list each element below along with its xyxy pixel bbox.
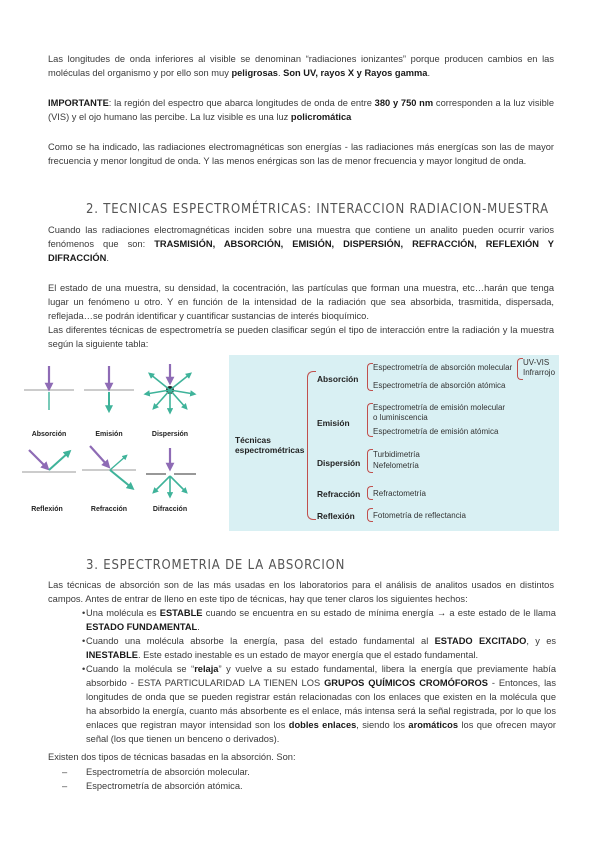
diagram-dispersion: Dispersión — [317, 458, 361, 468]
text-bold: policromática — [290, 112, 352, 122]
text: - Entonces, las longitudes de onda que se pueden registrar están relacionadas con los enlaces que existen en la molécula que ha absorbido la energía, cuanto más absorbente es el enlace, más intensa será la señal registrada, por lo que los enlaces que registran mayor intensidad son los — [86, 678, 556, 730]
paragraph-sample-state: El estado de una muestra, su densidad, la cocentración, las partículas que forman una muestra, etc…harán que tenga lugar un fenómeno u otro. Y en función de la intensidad de la radiación que sea absorbida, trasmitida, dispersada, reflejada…se podrán identificar y cuantificar sustancias de interés bioquímico. — [48, 283, 554, 321]
phenomena-icons — [14, 362, 214, 522]
list-item — [48, 606, 556, 634]
text: corresponden a la luz visible (VIS) y el ojo humano las percibe. La luz visible es una luz — [48, 98, 554, 122]
text: . — [197, 622, 200, 632]
diagram-abs2: Espectrometría de absorción atómica — [373, 381, 506, 390]
section-heading-2: 2. TECNICAS ESPECTROMÉTRICAS: INTERACCION RADIACION-MUESTRA — [86, 202, 549, 217]
text: , y es — [526, 636, 557, 646]
type-item-molecular: Espectrometría de absorción molecular. — [86, 767, 250, 777]
paragraph-absorption-intro: Las técnicas de absorción son de las más usadas en los laboratorios para el análisis de analitos usados en distintos campos. Antes de entrar de lleno en este tipo de técnicas, hay que tener claros los siguientes hechos: — [48, 580, 554, 604]
bullet-icon: • — [82, 608, 86, 618]
paragraph-phenomena — [48, 223, 554, 265]
difraccion-icon — [146, 448, 196, 496]
diagram-uvvis: UV-VIS — [523, 358, 550, 367]
text-bold: ESTADO FUNDAMENTAL — [86, 622, 198, 632]
diagram-dis1: Turbidimetría — [373, 450, 420, 459]
text-bold: ESTADO EXCITADO — [434, 636, 527, 646]
dash-icon: – — [62, 767, 68, 777]
label-dispersion: Dispersión — [151, 431, 189, 438]
refraccion-icon — [82, 446, 136, 488]
emision-icon — [84, 366, 134, 410]
absorcion-icon — [24, 366, 74, 410]
diagram-dis2: Nefelometría — [373, 461, 419, 470]
text: , siendo los — [356, 720, 409, 730]
reflexion-icon — [22, 450, 76, 472]
text: cuando se encuentra en su estado de mínima energía — [202, 608, 437, 618]
text-bold: Son UV, rayos X y Rayos gamma — [283, 68, 428, 78]
paragraph-important — [48, 96, 554, 124]
text: . Este estado inestable es un estado de mayor energía que el estado fundamental. — [138, 650, 479, 660]
list-item — [48, 634, 556, 662]
label-difraccion: Difracción — [152, 506, 188, 513]
text: Las longitudes de onda inferiores al visible se denominan “radiaciones ionizantes” porque producen cambios en las moléculas del organismo y por ello son muy — [48, 54, 554, 78]
text-bold: IMPORTANTE — [48, 98, 109, 108]
main-brace — [307, 371, 316, 520]
diagram-infrarrojo: Infrarrojo — [523, 368, 556, 377]
section-heading-3: 3. ESPECTROMETRIA DE LA ABSORCION — [86, 558, 346, 573]
text: . — [427, 68, 431, 78]
diagram-em2: Espectrometría de emisión atómica — [373, 427, 499, 436]
text-bold: 380 y 750 nm — [374, 98, 434, 108]
diagram-refraccion: Refracción — [317, 489, 361, 499]
text: Cuando las radiaciones electromagnéticas inciden sobre una muestra que contiene un analito pueden ocurrir varios fenómenos que son: — [48, 225, 554, 249]
text-bold: dobles enlaces — [288, 720, 357, 730]
paragraph-classification: Las diferentes técnicas de espectrometría se pueden clasificar según el tipo de interacción entre la radiación y la muestra según la siguiente tabla: — [48, 325, 554, 349]
text-bold: ESTABLE — [159, 608, 203, 618]
label-refraccion: Refracción — [90, 506, 128, 513]
text: . — [106, 253, 109, 263]
dash-icon: – — [62, 781, 68, 791]
text: ” y vuelve a su estado fundamental, libera la energía que previamente había absorbido - ESTA PARTICULARIDAD LA TIENEN LOS — [86, 664, 556, 688]
text: Una molécula es — [86, 608, 160, 618]
diagram-absorcion: Absorción — [317, 374, 359, 384]
classification-diagram — [229, 355, 559, 531]
text-bold: peligrosas — [231, 68, 278, 78]
text: Cuando la molécula se “ — [86, 664, 195, 674]
bullet-icon: • — [82, 636, 86, 646]
diagram-em1: Espectrometría de emisión molecular o luminiscencia — [373, 403, 506, 422]
dispersion-icon — [146, 364, 194, 412]
diagram-refl1: Fotometría de reflectancia — [373, 511, 466, 520]
diagram-reflexion: Reflexión — [317, 511, 355, 521]
label-absorcion: Absorción — [31, 431, 67, 438]
text-bold: GRUPOS QUÍMICOS CROMÓFOROS — [324, 678, 488, 688]
diagram-abs1: Espectrometría de absorción molecular — [373, 363, 513, 372]
text: Cuando una molécula absorbe la energía, pasa del estado fundamental al — [86, 636, 435, 646]
text: : la región del espectro que abarca longitudes de onda de entre — [108, 98, 375, 108]
text-bold: aromáticos — [408, 720, 459, 730]
bullet-icon: • — [82, 664, 86, 674]
text-bold: INESTABLE — [86, 650, 138, 660]
diagram-ref1: Refractometría — [373, 489, 426, 498]
diagram-root: Técnicas espectrométricas — [235, 435, 305, 455]
label-reflexion: Reflexión — [31, 506, 63, 513]
paragraph-two-types: Existen dos tipos de técnicas basadas en la absorción. Son: — [48, 752, 296, 762]
arrow-right-icon: → — [436, 608, 447, 618]
list-item — [48, 662, 556, 746]
diagram-emision: Emisión — [317, 418, 350, 428]
text-bold: TRASMISIÓN, ABSORCIÓN, EMISIÓN, DISPERSIÓN, REFRACCIÓN, REFLEXIÓN Y DIFRACCIÓN — [48, 239, 554, 263]
paragraph-energy: Como se ha indicado, las radiaciones electromagnéticas son energías - las radiaciones más energícas son las de mayor frecuencia y menor longitud de onda. Y las menos enérgicas son las de menor frecuencia y mayor longitud de onda. — [48, 142, 554, 166]
text: los que ofrecen mayor señal (los que tienen un benceno o derivados). — [86, 720, 556, 744]
facts-list — [48, 606, 556, 746]
paragraph-ionizing — [48, 52, 554, 80]
text: . — [277, 68, 284, 78]
text-bold: relaja — [194, 664, 219, 674]
type-item-atomic: Espectrometría de absorción atómica. — [86, 781, 243, 791]
text: a este estado de le llama — [446, 608, 556, 618]
label-emision: Emisión — [95, 431, 123, 438]
